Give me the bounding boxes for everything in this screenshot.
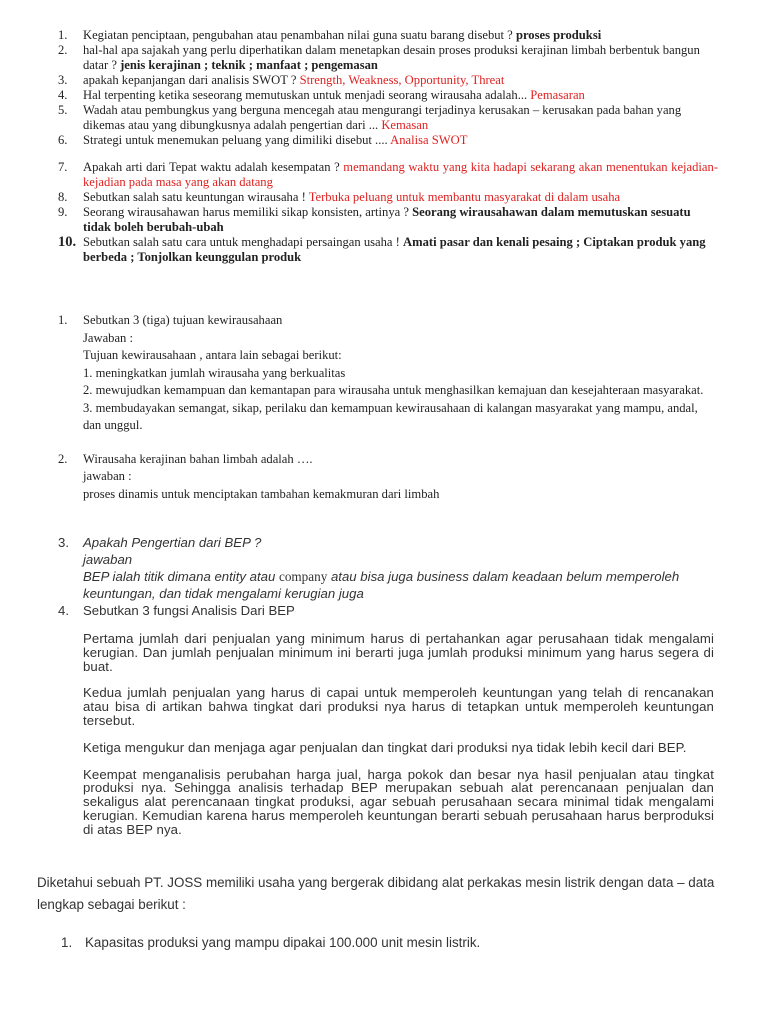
- essay-list-sans: [58, 534, 714, 837]
- question-text: Strategi untuk menemukan peluang yang dimiliki disebut ....: [83, 133, 391, 147]
- question-text: Sebutkan salah satu keuntungan wirausaha !: [83, 190, 309, 204]
- answer-text: Kemasan: [381, 118, 429, 132]
- list-item: [58, 133, 718, 148]
- answer-part: BEP ialah titik dimana entity atau: [83, 569, 279, 584]
- list-item: [58, 534, 714, 602]
- item-text: Kapasitas produksi yang mampu dipakai 100.000 unit mesin listrik.: [85, 935, 481, 950]
- list-item: [58, 235, 718, 265]
- list-item: [61, 932, 715, 954]
- question-text: Apakah Pengertian dari BEP ?: [83, 535, 262, 550]
- answer-text: Amati pasar dan kenali pesaing ; Ciptakan produk yang berbeda ; Tonjolkan keunggulan produk: [83, 235, 706, 264]
- item-number: 10.: [58, 234, 77, 250]
- item-number: 6.: [58, 133, 68, 147]
- answer-text: proses produksi: [515, 28, 602, 42]
- item-number: 4.: [58, 88, 68, 102]
- question-text: Hal terpenting ketika seseorang memutuskan untuk menjadi seorang wirausaha adalah...: [83, 88, 531, 102]
- item-number: 7.: [58, 160, 68, 174]
- answer-text: Pemasaran: [530, 88, 585, 102]
- item-number: 2.: [58, 43, 68, 57]
- question-text: Kegiatan penciptaan, pengubahan atau penambahan nilai guna suatu barang disebut ?: [83, 28, 516, 42]
- item-number: 3.: [58, 535, 69, 550]
- question-text: Apakah arti dari Tepat waktu adalah kesempatan ?: [83, 160, 344, 174]
- question-text: Wirausaha kerajinan bahan limbah adalah ….: [83, 451, 313, 466]
- item-number: 1.: [61, 935, 73, 950]
- answer-point: 1. meningkatkan jumlah wirausaha yang berkualitas: [83, 365, 346, 380]
- answer-text: Terbuka peluang untuk membantu masyarakat di dalam usaha: [308, 190, 621, 204]
- case-study: [37, 872, 715, 954]
- answer-text: Seorang wirausahawan dalam memutuskan sesuatu tidak boleh berubah-ubah: [83, 205, 691, 234]
- answer-text: jenis kerajinan ; teknik ; manfaat ; pengemasan: [120, 58, 378, 72]
- answer-paragraph: Keempat menganalisis perubahan harga jual, harga pokok dan besar nya hasil penjualan atau tingkat produksi nya. Sehingga analisis terhadap BEP merupakan sebuah alat perencanaan penjualan dan sekaligus alat perencanaan tingkat produksi, agar sebuah perusahaan secara minimal tidak mengalami kerugian. Kemudian karena harus memperoleh keuntungan berarti sebuah perusahaan harus berproduksi di atas BEP nya.: [83, 766, 714, 837]
- question-text: apakah kepanjangan dari analisis SWOT ?: [83, 73, 300, 87]
- list-item: [58, 28, 718, 43]
- question-text: Sebutkan 3 (tiga) tujuan kewirausahaan: [83, 313, 283, 327]
- list-item: [58, 190, 718, 205]
- list-item: [58, 160, 718, 190]
- list-item: [58, 451, 718, 504]
- item-number: 4.: [58, 603, 69, 618]
- answer-paragraph: Pertama jumlah dari penjualan yang minimum harus di pertahankan agar perusahaan tidak mengalami kerugian. Dan jumlah penjualan minimum ini berarti juga jumlah produksi minimum yang harus segera di buat.: [83, 631, 714, 674]
- list-item: [58, 73, 718, 88]
- list-item: [58, 602, 714, 837]
- answer-paragraph: Ketiga mengukur dan menjaga agar penjualan dan tingkat dari produksi nya tidak lebih kecil dari BEP.: [83, 739, 687, 755]
- answer-text: proses dinamis untuk menciptakan tambahan kemakmuran dari limbah: [83, 486, 440, 501]
- item-number: 1.: [58, 28, 68, 42]
- item-number: 8.: [58, 190, 68, 204]
- list-item: [58, 88, 718, 103]
- case-intro: Diketahui sebuah PT. JOSS memiliki usaha yang bergerak dibidang alat perkakas mesin listrik dengan data – data lengkap sebagai berikut :: [37, 875, 715, 912]
- answer-part: atau bisa juga business dalam keadaan belum memperoleh keuntungan, dan tidak mengalami kerugian juga: [83, 569, 680, 601]
- list-item: [58, 103, 718, 133]
- item-number: 1.: [58, 313, 68, 327]
- essay-list-serif: [58, 312, 718, 503]
- question-text: Sebutkan 3 fungsi Analisis Dari BEP: [83, 603, 295, 618]
- question-text: Seorang wirausahawan harus memiliki sikap konsisten, artinya ?: [83, 205, 413, 219]
- answer-point: 3. membudayakan semangat, sikap, perilaku dan kemampuan kewirausahaan di kalangan masyarakat yang mampu, andal, dan unggul.: [83, 400, 698, 432]
- answer-text: memandang waktu yang kita hadapi sekarang akan menentukan kejadian-kejadian pada masa yang akan datang: [83, 160, 719, 189]
- question-text: Wadah atau pembungkus yang berguna mencegah atau mengurangi terjadinya kerusakan – kerusakan pada bahan yang dikemas atau yang dibungkusnya adalah pengertian dari ...: [83, 103, 682, 132]
- answer-label: Jawaban :: [83, 330, 134, 345]
- item-number: 9.: [58, 205, 68, 219]
- answer-intro: Tujuan kewirausahaan , antara lain sebagai berikut:: [83, 348, 342, 362]
- answer-label: jawaban: [83, 552, 133, 567]
- answer-point: 2. mewujudkan kemampuan dan kemantapan para wirausaha untuk menghasilkan kemajuan dan kesejahteraan masyarakat.: [83, 383, 704, 397]
- item-number: 3.: [58, 73, 68, 87]
- answer-paragraph: Kedua jumlah penjualan yang harus di capai untuk memperoleh keuntungan yang telah di rencanakan atau bisa di artikan bahwa tingkat dari produksi nya harus di tetapkan untuk memperoleh keuntungan tersebut.: [83, 685, 714, 728]
- answer-text: Analisa SWOT: [390, 133, 468, 147]
- item-number: 2.: [58, 451, 68, 466]
- answer-company: company: [278, 569, 328, 584]
- item-number: 5.: [58, 103, 68, 117]
- question-text: hal-hal apa sajakah yang perlu diperhatikan dalam menetapkan desain proses produksi kerajinan limbah berbentuk bangun datar ?: [83, 43, 700, 72]
- list-item: [58, 43, 718, 73]
- list-item: [58, 312, 718, 435]
- answer-text: [83, 568, 714, 602]
- list-item: [58, 205, 718, 235]
- short-answer-list: [58, 28, 718, 265]
- answer-text: Strength, Weakness, Opportunity, Threat: [299, 73, 505, 87]
- answer-label: jawaban :: [83, 469, 132, 483]
- question-text: Sebutkan salah satu cara untuk menghadapi persaingan usaha !: [83, 235, 403, 249]
